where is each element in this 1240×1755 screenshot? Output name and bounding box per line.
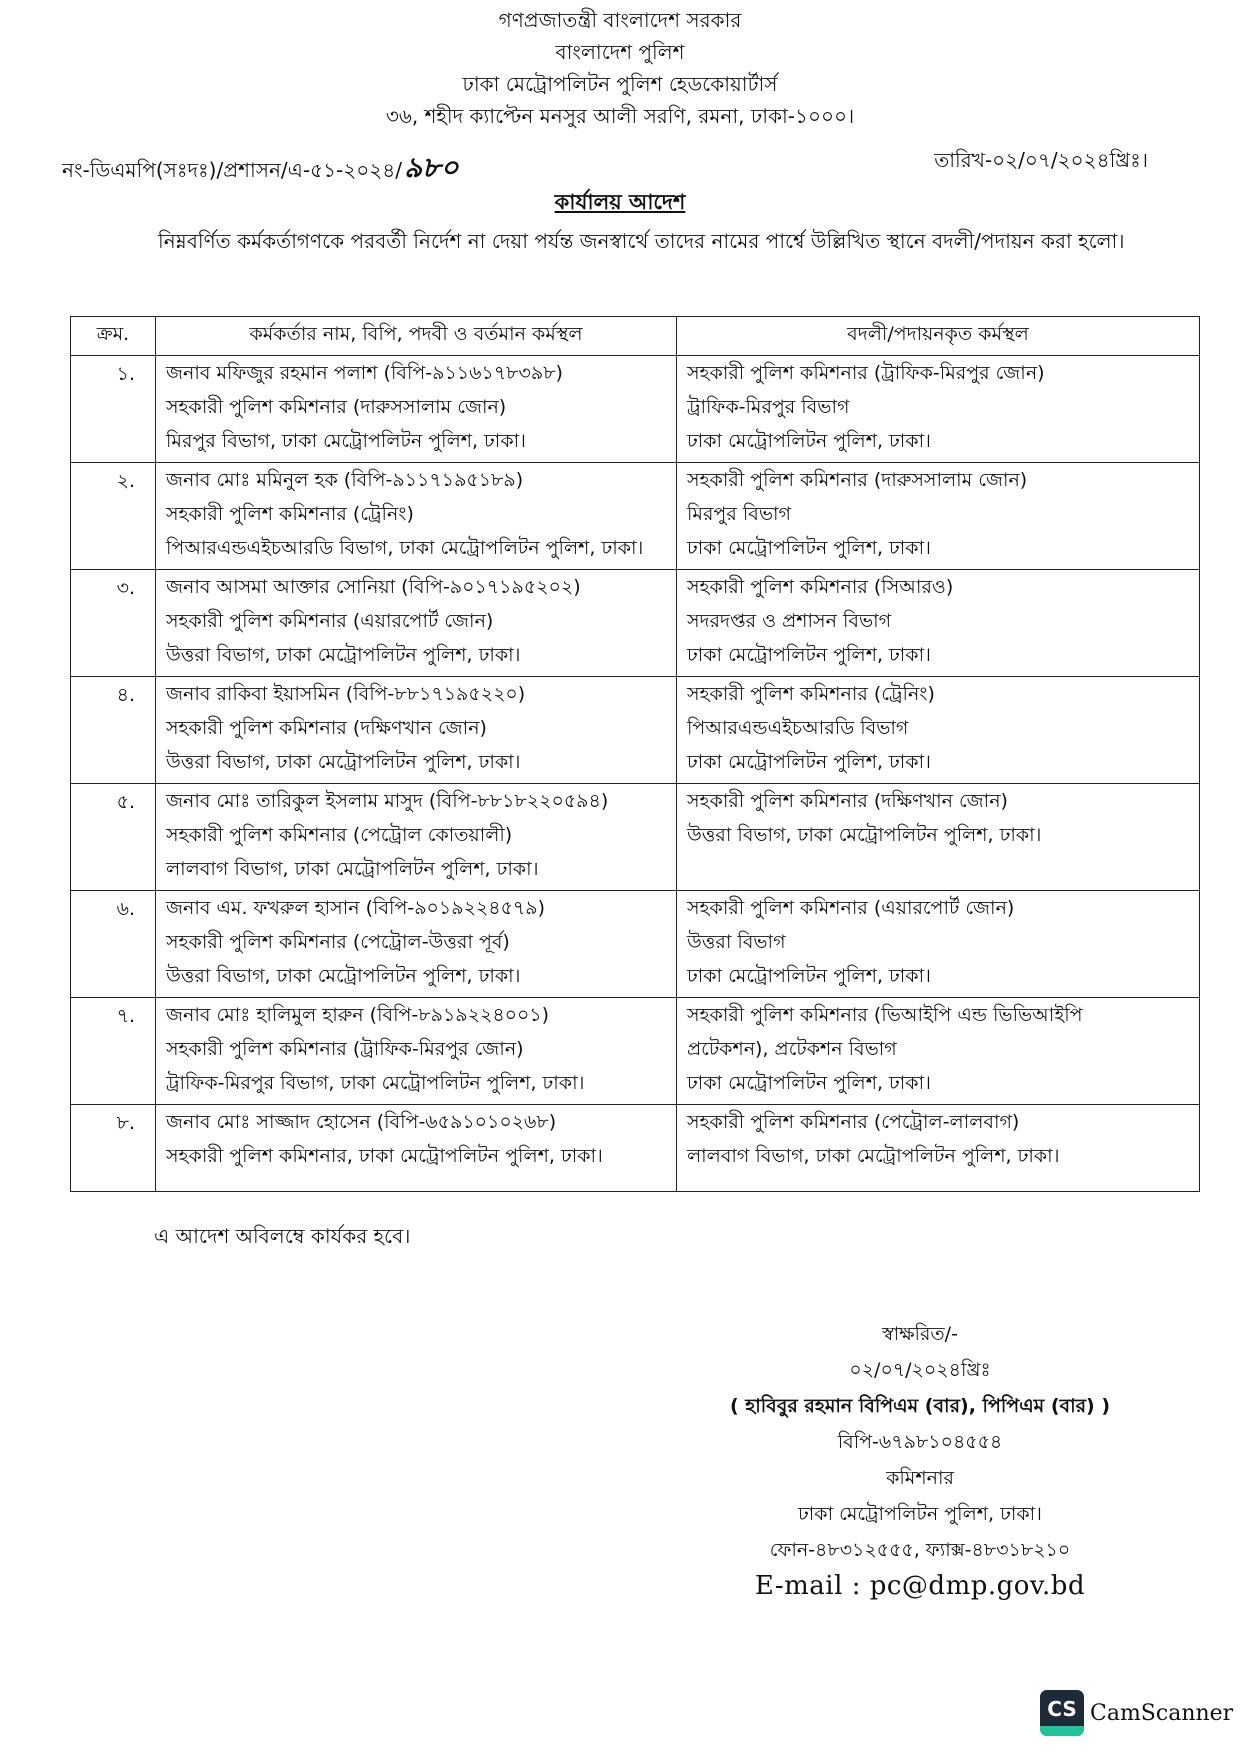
camscanner-watermark bbox=[1040, 1690, 1233, 1736]
new-posting-cell bbox=[677, 784, 1200, 891]
current-posting-cell bbox=[156, 998, 677, 1105]
current-posting-cell bbox=[156, 463, 677, 570]
current-posting-line: উত্তরা বিভাগ, ঢাকা মেট্রোপলিটন পুলিশ, ঢাকা। bbox=[166, 751, 521, 773]
table-row bbox=[71, 463, 1200, 570]
transfer-table bbox=[70, 316, 1200, 1192]
new-posting-line: ট্রাফিক-মিরপুর বিভাগ bbox=[687, 396, 850, 418]
current-posting-line: জনাব মোঃ সাজ্জাদ হোসেন (বিপি-৬৫৯১০১০২৬৮) bbox=[166, 1111, 557, 1133]
current-posting-line: সহকারী পুলিশ কমিশনার (পেট্রোল-উত্তরা পূর্ব) bbox=[166, 931, 510, 953]
new-posting-line: ঢাকা মেট্রোপলিটন পুলিশ, ঢাকা। bbox=[687, 537, 931, 559]
new-posting-cell bbox=[677, 356, 1200, 463]
current-posting-line: জনাব মফিজুর রহমান পলাশ (বিপি-৯১১৬১৭৮৩৯৮) bbox=[166, 362, 563, 384]
current-posting-line: জনাব মোঃ মমিনুল হক (বিপি-৯১১৭১৯৫১৮৯) bbox=[166, 469, 524, 491]
header-serial: ক্রম. bbox=[71, 317, 156, 356]
current-posting-line: জনাব এম. ফখরুল হাসান (বিপি-৯০১৯২২৪৫৭৯) bbox=[166, 897, 546, 919]
order-title: কার্যালয় আদেশ bbox=[554, 190, 686, 214]
current-posting-line: জনাব রাকিবা ইয়াসমিন (বিপি-৮৮১৭১৯৫২২০) bbox=[166, 683, 526, 705]
office-address: ৩৬, শহীদ ক্যাপ্টেন মনসুর আলী সরণি, রমনা, ঢাকা-১০০০। bbox=[385, 104, 855, 128]
new-posting-line: সহকারী পুলিশ কমিশনার (ট্রাফিক-মিরপুর জোন) bbox=[687, 362, 1045, 384]
new-posting-line: সহকারী পুলিশ কমিশনার (দারুসসালাম জোন) bbox=[687, 469, 1028, 491]
new-posting-line: উত্তরা বিভাগ bbox=[687, 931, 786, 953]
new-posting-cell bbox=[677, 998, 1200, 1105]
current-posting-cell bbox=[156, 570, 677, 677]
table-row bbox=[71, 1105, 1200, 1192]
current-posting-line: সহকারী পুলিশ কমিশনার (পেট্রোল কোতয়ালী) bbox=[166, 824, 513, 846]
signatory-name: ( হাবিবুর রহমান বিপিএম (বার), পিপিএম (বার) ) bbox=[729, 1395, 1111, 1417]
serial-cell: ৪. bbox=[71, 677, 156, 784]
reference-number: নং-ডিএমপি(সঃদঃ)/প্রশাসন/এ-৫১-২০২৪/ bbox=[62, 158, 402, 182]
current-posting-line: লালবাগ বিভাগ, ঢাকা মেট্রোপলিটন পুলিশ, ঢাকা। bbox=[166, 858, 539, 880]
govt-name: গণপ্রজাতন্ত্রী বাংলাদেশ সরকার bbox=[498, 8, 742, 32]
current-posting-cell bbox=[156, 891, 677, 998]
new-posting-cell bbox=[677, 891, 1200, 998]
camscanner-name: CamScanner bbox=[1090, 1700, 1234, 1726]
new-posting-line: প্রটেকশন), প্রটেকশন বিভাগ bbox=[687, 1038, 897, 1060]
current-posting-line: মিরপুর বিভাগ, ঢাকা মেট্রোপলিটন পুলিশ, ঢাকা। bbox=[166, 430, 526, 452]
new-posting-line: উত্তরা বিভাগ, ঢাকা মেট্রোপলিটন পুলিশ, ঢাকা। bbox=[687, 824, 1042, 846]
current-posting-line: সহকারী পুলিশ কমিশনার (এয়ারপোর্ট জোন) bbox=[166, 610, 494, 632]
new-posting-line: লালবাগ বিভাগ, ঢাকা মেট্রোপলিটন পুলিশ, ঢাকা। bbox=[687, 1145, 1060, 1167]
office-name: ঢাকা মেট্রোপলিটন পুলিশ হেডকোয়ার্টার্স bbox=[462, 72, 778, 96]
table-row bbox=[71, 570, 1200, 677]
signatory-office: ঢাকা মেট্রোপলিটন পুলিশ, ঢাকা। bbox=[798, 1503, 1042, 1525]
current-posting-line: সহকারী পুলিশ কমিশনার (ট্রেনিং) bbox=[166, 503, 414, 525]
table-row bbox=[71, 891, 1200, 998]
new-posting-cell bbox=[677, 570, 1200, 677]
phone-fax: ফোন-৪৮৩১২৫৫৫, ফ্যাক্স-৪৮৩১৮২১০ bbox=[769, 1539, 1071, 1561]
current-posting-line: সহকারী পুলিশ কমিশনার (দারুসসালাম জোন) bbox=[166, 396, 507, 418]
current-posting-line: ট্রাফিক-মিরপুর বিভাগ, ঢাকা মেট্রোপলিটন পুলিশ, ঢাকা। bbox=[166, 1072, 585, 1094]
table-row bbox=[71, 677, 1200, 784]
current-posting-line: পিআরএন্ডএইচআরডি বিভাগ, ঢাকা মেট্রোপলিটন পুলিশ, ঢাকা। bbox=[166, 537, 644, 559]
serial-cell: ২. bbox=[71, 463, 156, 570]
department-name: বাংলাদেশ পুলিশ bbox=[555, 40, 685, 64]
new-posting-line: সহকারী পুলিশ কমিশনার (ভিআইপি এন্ড ভিভিআইপি bbox=[687, 1004, 1083, 1026]
order-date: তারিখ-০২/০৭/২০২৪খ্রিঃ। bbox=[934, 148, 1148, 172]
new-posting-line: সদরদপ্তর ও প্রশাসন বিভাগ bbox=[687, 610, 892, 632]
signature-block bbox=[640, 1316, 1200, 1604]
serial-cell: ৭. bbox=[71, 998, 156, 1105]
current-posting-line: উত্তরা বিভাগ, ঢাকা মেট্রোপলিটন পুলিশ, ঢাকা। bbox=[166, 965, 521, 987]
effect-note: এ আদেশ অবিলম্বে কার্যকর হবে। bbox=[154, 1224, 411, 1248]
current-posting-line: জনাব আসমা আক্তার সোনিয়া (বিপি-৯০১৭১৯৫২০২) bbox=[166, 576, 581, 598]
current-posting-cell bbox=[156, 1105, 677, 1192]
camscanner-logo-icon: CS bbox=[1040, 1690, 1084, 1736]
current-posting-cell bbox=[156, 677, 677, 784]
table-header-row bbox=[71, 317, 1200, 356]
new-posting-cell bbox=[677, 463, 1200, 570]
email-address[interactable]: E-mail : pc@dmp.gov.bd bbox=[754, 1571, 1086, 1601]
current-posting-line: সহকারী পুলিশ কমিশনার, ঢাকা মেট্রোপলিটন পুলিশ, ঢাকা। bbox=[166, 1145, 603, 1167]
new-posting-line: সহকারী পুলিশ কমিশনার (পেট্রোল-লালবাগ) bbox=[687, 1111, 1020, 1133]
new-posting-line: ঢাকা মেট্রোপলিটন পুলিশ, ঢাকা। bbox=[687, 430, 931, 452]
new-posting-line: ঢাকা মেট্রোপলিটন পুলিশ, ঢাকা। bbox=[687, 751, 931, 773]
header-current: কর্মকর্তার নাম, বিপি, পদবী ও বর্তমান কর্মস্থল bbox=[156, 317, 677, 356]
serial-cell: ৫. bbox=[71, 784, 156, 891]
serial-cell: ৬. bbox=[71, 891, 156, 998]
new-posting-cell bbox=[677, 1105, 1200, 1192]
new-posting-line: ঢাকা মেট্রোপলিটন পুলিশ, ঢাকা। bbox=[687, 965, 931, 987]
new-posting-line: ঢাকা মেট্রোপলিটন পুলিশ, ঢাকা। bbox=[687, 1072, 931, 1094]
serial-cell: ৩. bbox=[71, 570, 156, 677]
new-posting-line: ঢাকা মেট্রোপলিটন পুলিশ, ঢাকা। bbox=[687, 644, 931, 666]
header-posted: বদলী/পদায়নকৃত কর্মস্থল bbox=[677, 317, 1200, 356]
signature-date: ০২/০৭/২০২৪খ্রিঃ bbox=[849, 1359, 991, 1381]
current-posting-line: সহকারী পুলিশ কমিশনার (ট্রাফিক-মিরপুর জোন) bbox=[166, 1038, 524, 1060]
new-posting-line: সহকারী পুলিশ কমিশনার (ট্রেনিং) bbox=[687, 683, 935, 705]
intro-paragraph: নিম্নবর্ণিত কর্মকর্তাগণকে পরবর্তী নির্দেশ না দেয়া পর্যন্ত জনস্বার্থে তাদের নামের পার্শ্বে উল্লিখিত স্থানে বদলী/পদায়ন করা হলো। bbox=[158, 229, 1125, 253]
new-posting-line: সহকারী পুলিশ কমিশনার (সিআরও) bbox=[687, 576, 954, 598]
table-row bbox=[71, 784, 1200, 891]
new-posting-line: মিরপুর বিভাগ bbox=[687, 503, 791, 525]
serial-cell: ১. bbox=[71, 356, 156, 463]
signed-label: স্বাক্ষরিত/- bbox=[882, 1323, 958, 1345]
table-row bbox=[71, 998, 1200, 1105]
current-posting-line: সহকারী পুলিশ কমিশনার (দক্ষিণখান জোন) bbox=[166, 717, 487, 739]
new-posting-line: সহকারী পুলিশ কমিশনার (এয়ারপোর্ট জোন) bbox=[687, 897, 1015, 919]
table-row bbox=[71, 356, 1200, 463]
serial-cell: ৮. bbox=[71, 1105, 156, 1192]
new-posting-line: সহকারী পুলিশ কমিশনার (দক্ষিণখান জোন) bbox=[687, 790, 1008, 812]
handwritten-memo-number: ৯৮০ bbox=[404, 151, 459, 184]
current-posting-line: উত্তরা বিভাগ, ঢাকা মেট্রোপলিটন পুলিশ, ঢাকা। bbox=[166, 644, 521, 666]
new-posting-cell bbox=[677, 677, 1200, 784]
current-posting-cell bbox=[156, 356, 677, 463]
new-posting-line: পিআরএন্ডএইচআরডি বিভাগ bbox=[687, 717, 909, 739]
current-posting-line: জনাব মোঃ তারিকুল ইসলাম মাসুদ (বিপি-৮৮১৮২২০৫৯৪) bbox=[166, 790, 609, 812]
signatory-bp: বিপি-৬৭৯৮১০৪৫৫৪ bbox=[837, 1431, 1003, 1453]
signatory-designation: কমিশনার bbox=[886, 1467, 954, 1489]
current-posting-line: জনাব মোঃ হালিমুল হারুন (বিপি-৮৯১৯২২৪০০১) bbox=[166, 1004, 550, 1026]
current-posting-cell bbox=[156, 784, 677, 891]
